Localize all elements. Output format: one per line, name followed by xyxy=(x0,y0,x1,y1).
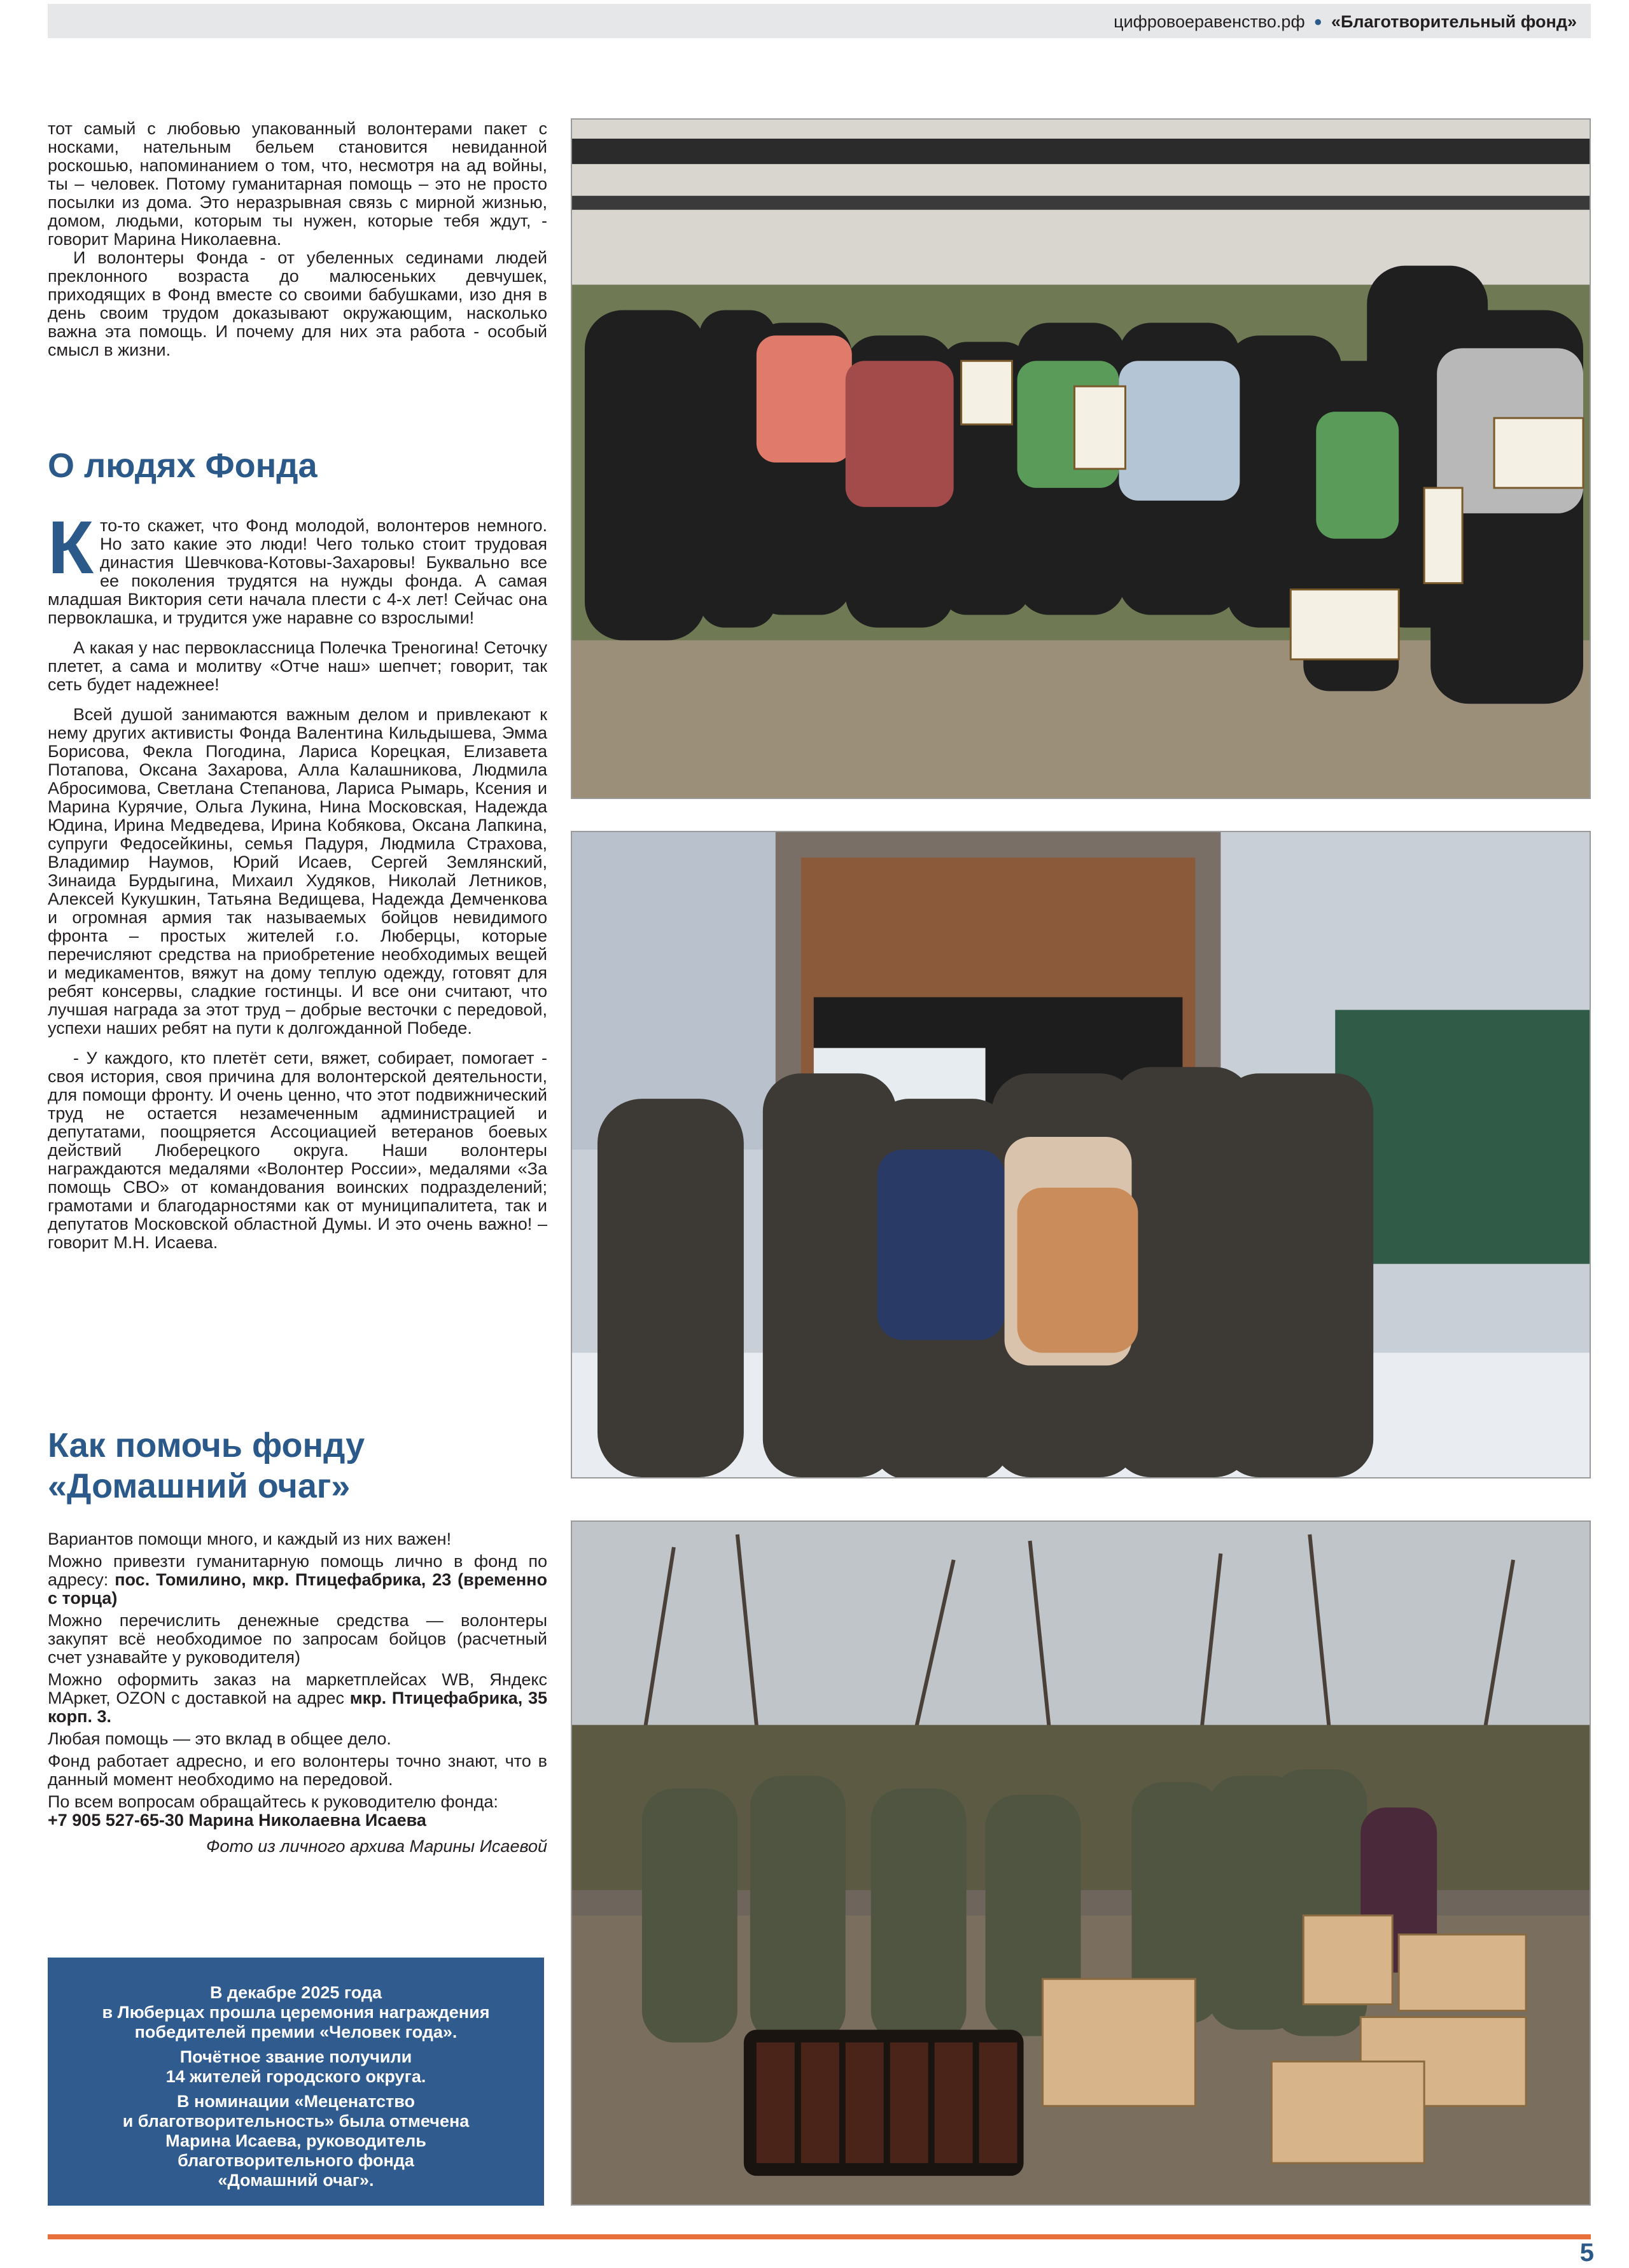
intro-text xyxy=(48,120,547,359)
drop-cap: К xyxy=(48,506,94,590)
address-intro: Можно привезти гуманитарную помощь лично в фонд по адресу: xyxy=(48,1552,547,1589)
paragraph: По всем вопросам обращайтесь к руководителю фонда: xyxy=(48,1792,498,1811)
section-heading-people: О людях Фонда xyxy=(48,447,318,485)
header-section: «Благотворительный фонд» xyxy=(1331,12,1577,31)
section-heading-help xyxy=(48,1425,547,1506)
volunteers-group-photo xyxy=(571,118,1591,799)
page-header xyxy=(48,4,1591,38)
section-heading-line: Как помочь фонду xyxy=(48,1426,365,1464)
address-bold: пос. Томилино, мкр. Птицефабрика, 23 (временно с торца) xyxy=(48,1570,547,1608)
info-line: Марина Исаева, руководитель xyxy=(165,2131,426,2150)
first-paragraph xyxy=(48,506,547,627)
paragraph: - У каждого, кто плетёт сети, вяжет, собирает, помогает - своя история, своя причина для волонтерской деятельности, для помощи фронту. И очень ценно, что этот подвижнический труд не остается незамеченным администрацией и депутатами, поощряется Ассоциацией ветеранов боевых действий Люберецкого округа. Наши волонтеры награждаются медалями «Волонтер России», медалями «За помощь СВО» от командования воинских подразделений; грамотами и благодарностями как от муниципалитета, так и депутатов Московской областной Думы. И это очень важно! – говорит М.Н. Исаева. xyxy=(48,1048,547,1252)
info-line: победителей премии «Человек года». xyxy=(134,2022,458,2042)
award-info-box xyxy=(48,1958,544,2206)
info-line: В номинации «Меценатство xyxy=(177,2092,415,2111)
paragraph: Вариантов помощи много, и каждый из них важен! xyxy=(48,1529,452,1548)
section-help-body xyxy=(48,1530,547,1856)
marketplace-address: мкр. Птицефабрика, 35 корп. 3. xyxy=(48,1688,547,1726)
info-line: «Домашний очаг». xyxy=(218,2171,374,2190)
info-line: в Люберцах прошла церемония награждения xyxy=(102,2003,490,2022)
intro-paragraph: И волонтеры Фонда - от убеленных сединами людей преклонного возраста до малюсеньких девчушек, приходящих в Фонд вместе со своими бабушками, изо дня в день своим трудом доказывают окружающим, насколько важна эта помощь. И почему для них эта работа - особый смысл в жизни. xyxy=(48,248,547,359)
section-people-body xyxy=(48,506,547,1252)
paragraph: Всей душой занимаются важным делом и привлекают к нему других активисты Фонда Валентина Кильдышева, Эмма Борисова, Фекла Погодина, Лариса Корецкая, Елизавета Потапова, Оксана Захарова, Алла Калашникова, Людмила Абросимова, Светлана Степанова, Лариса Рымарь, Ксения и Марина Курячие, Ольга Лукина, Нина Московская, Надежда Юдина, Ирина Медведева, Ирина Кобякова, Оксана Лапкина, супруги Федосейкины, семья Падуря, Людмила Страхова, Владимир Наумов, Юрий Исаев, Сергей Землянский, Зинаида Бурдыгина, Михаил Худяков, Николай Летников, Алексей Кукушкин, Татьяна Ведищева, Надежда Демченкова и огромная армия так называемых бойцов невидимого фронта – простых жителей г.о. Люберцы, которые перечисляют средства на приобретение необходимых вещей и медикаментов, вяжут на дому теплую одежду, готовят для ребят консервы, сладкие гостинцы. И все они считают, что лучшая награда за этот труд – добрые весточки с передовой, успехи наших ребят на пути к долгожданной Победе. xyxy=(48,705,547,1038)
paragraph: А какая у нас первоклассница Полечка Треногина! Сеточку плетет, а сама и молитву «Отче наш» шепчет; говорит, так сеть будет надежнее! xyxy=(48,638,547,694)
address-paragraph xyxy=(48,1552,547,1608)
paragraph: Фонд работает адресно, и его волонтеры точно знают, что в данный момент необходимо на передовой. xyxy=(48,1751,547,1789)
info-line: В декабре 2025 года xyxy=(209,1983,382,2002)
footer-rule xyxy=(48,2234,1591,2239)
info-line: Почётное звание получили xyxy=(179,2047,412,2066)
first-paragraph-text: то-то скажет, что Фонд молодой, волонтеров немного. Но зато какие это люди! Чего только стоит трудовая династия Шевчкова-Котовы-Захаровы! Буквально все ее поколения трудятся на нужды фонда. А самая младшая Виктория сети начала плести с 4-х лет! Сейчас она первоклашка, и трудится уже наравне со взрослыми! xyxy=(48,516,547,627)
soldiers-supplies-photo xyxy=(571,1520,1591,2206)
page-number: 5 xyxy=(1579,2239,1594,2267)
info-line: благотворительного фонда xyxy=(178,2151,414,2170)
paragraph: Можно перечислить денежные средства — волонтеры закупят всё необходимое по запросам бойцов (расчетный счет узнавайте у руководителя) xyxy=(48,1611,547,1667)
section-heading-line: «Домашний очаг» xyxy=(48,1467,351,1505)
marketplace-paragraph xyxy=(48,1671,547,1726)
header-site: цифровоеравенство.рф xyxy=(1114,12,1305,31)
contact-phone: +7 905 527-65-30 Марина Николаевна Исаева xyxy=(48,1811,426,1830)
marketplace-intro: Можно оформить заказ на маркетплейсах WB, Яндекс МАркет, OZON с доставкой на адрес xyxy=(48,1670,547,1708)
header-text xyxy=(1114,11,1577,33)
intro-paragraph: тот самый с любовью упакованный волонтерами пакет с носками, нательным бельем становится невиданной роскошью, напоминанием о том, что, несмотря на ад войны, ты – человек. Потому гуманитарная помощь – это не просто посылки из дома. Это неразрывная связь с мирной жизнью, домом, людьми, которым ты нужен, которые тебя ждут, - говорит Марина Николаевна. xyxy=(48,119,547,249)
bullet-icon: ● xyxy=(1313,13,1322,29)
photo-credit: Фото из личного архива Марины Исаевой xyxy=(206,1837,547,1856)
paragraph: Любая помощь — это вклад в общее дело. xyxy=(48,1729,391,1748)
info-line: 14 жителей городского округа. xyxy=(165,2067,426,2086)
info-line: и благотворительность» была отмечена xyxy=(122,2111,470,2131)
truck-loading-photo xyxy=(571,831,1591,1478)
